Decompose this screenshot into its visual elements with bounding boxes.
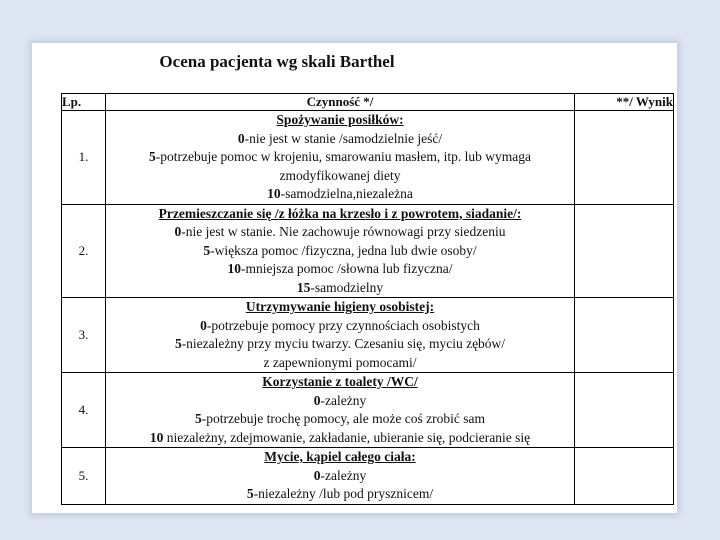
activity-option [106,185,574,204]
activity-option [106,279,574,298]
activity-cell [106,298,575,373]
activity-option [106,130,574,149]
option-text: zmodyfikowanej diety [279,167,401,183]
header-result: **/ Wynik [575,94,674,111]
option-points: 0 [237,130,245,146]
option-points: 5 [148,149,156,164]
activity-option [106,392,574,411]
option-points: 0 [174,224,182,239]
slide [32,43,677,513]
activity-option [106,485,574,504]
option-points: 0 [313,392,321,408]
document-title: Ocena pacjenta wg skali Barthel [159,52,395,71]
option-points: 5 [203,242,211,258]
activity-title: Utrzymywanie higieny osobistej: [245,299,435,314]
option-text: -nie jest w stanie /samodzielnie jeść/ [244,130,443,146]
option-points: 5 [246,486,254,501]
option-text: -mniejsza pomoc /słowna lub fizyczna/ [241,261,453,276]
activity-cell [106,373,575,448]
row-number: 4. [62,373,106,448]
option-points: 0 [200,317,207,333]
header-activity: Czynność */ [106,94,575,111]
result-cell[interactable] [575,373,674,448]
option-points: 5 [194,411,202,426]
activity-option [106,223,574,242]
result-cell[interactable] [575,298,674,373]
option-text: -potrzebuje trochę pomocy, ale może coś zrobić sam [201,411,485,426]
row-number: 1. [62,111,106,205]
option-points: 10 [267,186,281,201]
option-text: -samodzielny [310,279,384,295]
row-number: 3. [62,298,106,373]
option-points: 10 [149,429,164,445]
activity-cell [106,111,575,205]
activity-option [106,354,574,373]
option-text: -samodzielna,niezależna [280,186,413,201]
activity-option [106,317,574,336]
barthel-table [61,93,674,505]
option-text: -potrzebuje pomoc w krojeniu, smarowaniu masłem, itp. lub wymaga [155,149,532,164]
activity-option [106,260,574,279]
result-cell[interactable] [575,448,674,505]
activity-cell [106,448,575,505]
activity-title: Spożywanie posiłków: [276,112,404,127]
result-cell[interactable] [575,111,674,205]
table-row [62,373,674,448]
row-number: 5. [62,448,106,505]
option-text: z zapewnionymi pomocami/ [263,354,417,370]
option-text: -potrzebuje pomocy przy czynnościach osobistych [206,317,480,333]
activity-title: Mycie, kąpiel całego ciała: [264,449,416,464]
option-points: 5 [174,336,182,351]
activity-option [106,467,574,486]
option-points: 15 [296,279,311,295]
activity-option [106,242,574,261]
table-row [62,204,674,298]
option-text: -zależny [320,467,367,483]
table-row [62,111,674,205]
option-text: -większa pomoc /fizyczna, jedna lub dwie osoby/ [210,242,477,258]
activity-option [106,429,574,448]
option-points: 0 [313,467,321,483]
option-text: niezależny, zdejmowanie, zakładanie, ubieranie się, podcieranie się [163,429,531,445]
activity-option [106,167,574,186]
option-points: 10 [227,261,242,276]
activity-option [106,148,574,167]
activity-title: Korzystanie z toalety /WC/ [262,374,418,389]
table-row [62,448,674,505]
header-lp: Lp. [62,94,106,111]
option-text: -niezależny /lub pod prysznicem/ [253,486,434,501]
row-number: 2. [62,204,106,298]
activity-title: Przemieszczanie się /z łóżka na krzesło i z powrotem, siadanie/: [158,205,522,221]
table-row [62,298,674,373]
activity-option [106,335,574,354]
option-text: -nie jest w stanie. Nie zachowuje równowagi przy siedzeniu [181,224,506,239]
result-cell[interactable] [575,204,674,298]
option-text: -zależny [320,392,367,408]
activity-cell [106,204,575,298]
activity-option [106,410,574,429]
header-row [62,94,674,111]
option-text: -niezależny przy myciu twarzy. Czesaniu się, myciu zębów/ [181,336,506,351]
